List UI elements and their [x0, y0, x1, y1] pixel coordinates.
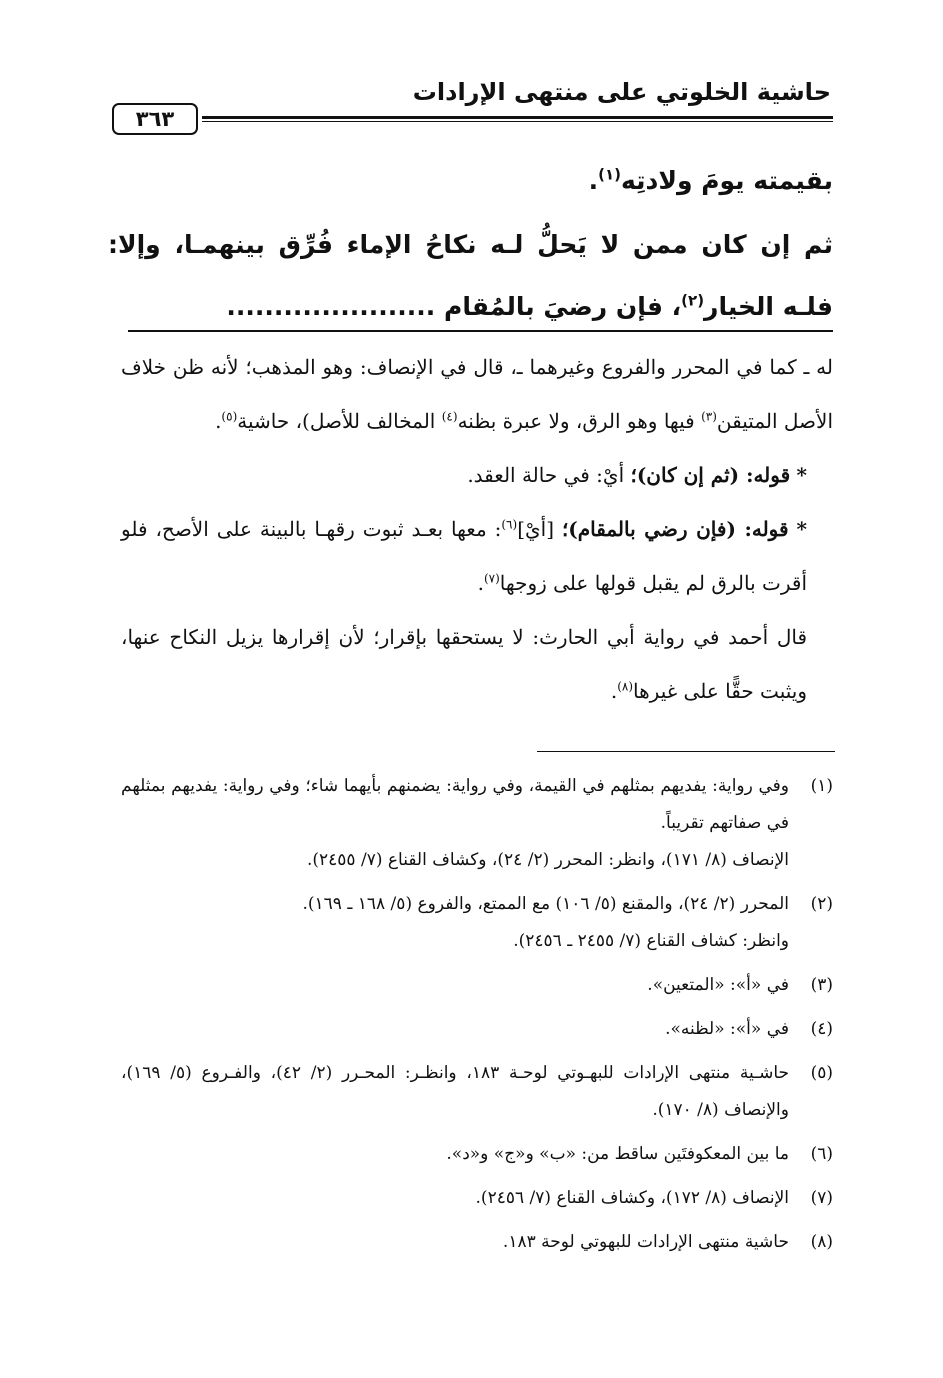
- footnote-body: [121, 1055, 789, 1129]
- commentary-para-3: [121, 502, 833, 610]
- commentary-para-1: [121, 340, 833, 448]
- commentary-para-4: [121, 610, 833, 718]
- footnote-ref-8[interactable]: (٨): [617, 679, 634, 694]
- footnote-body: [121, 967, 789, 1004]
- footnote: [121, 768, 833, 879]
- footnote-number: (٥): [810, 1063, 833, 1083]
- main-text-separator: [128, 330, 833, 332]
- commentary-para-3-b: : معها بعـد ثبوت رقهـا بالبينة على الأصح، فلو أقرت بالرق لم يقبل قولها على زوجها: [121, 517, 807, 595]
- footnote-ref-7[interactable]: (٧): [483, 571, 500, 586]
- commentary: [121, 340, 833, 718]
- main-text: [108, 150, 833, 338]
- page-number: ٣٦٣: [112, 103, 198, 135]
- footnote-line: في «أ»: «المتعين».: [647, 975, 789, 995]
- footnote-line: الإنصاف (٨/ ١٧٢)، وكشاف القناع (٧/ ٢٤٥٦).: [475, 1188, 789, 1208]
- footnote-body: [121, 886, 789, 960]
- commentary-para-4-b: .: [610, 679, 618, 703]
- main-text-line-1: [108, 150, 833, 212]
- lemma: قوله: (فإن رضي بالمقام)؛: [561, 517, 789, 541]
- footnote-body: [121, 1011, 789, 1048]
- footnote-ref-3[interactable]: (٣): [701, 409, 717, 424]
- footnote-number: (٤): [810, 1019, 833, 1039]
- commentary-para-3-a: [أيْ]: [517, 517, 562, 541]
- footnotes: [121, 768, 833, 1268]
- footnote-number: (١): [810, 776, 833, 796]
- commentary-para-1-a: له ـ كما في المحرر والفروع وغيرهما ـ، قال في الإنصاف: وهو المذهب؛ لأنه ظن خلاف الأصل المتيقن: [121, 355, 834, 433]
- star-marker: *: [796, 517, 807, 541]
- footnote: [121, 1224, 833, 1261]
- footnote-number: (٧): [810, 1188, 833, 1208]
- footnote-line: ما بين المعكوفتَين ساقط من: «ب» و«ج» و«د».: [446, 1144, 789, 1164]
- continuation-dots: ......................: [226, 292, 436, 321]
- header-rule-thin: [202, 121, 833, 122]
- footnote-line: حاشية منتهى الإرادات للبهوتي لوحة ١٨٣.: [502, 1232, 789, 1252]
- commentary-para-1-d: .: [215, 409, 222, 433]
- footnote-body: [121, 1224, 789, 1261]
- header-rule-thick: [202, 116, 833, 119]
- footnote-line: وفي رواية: يفديهم بمثلهم في القيمة، وفي رواية: يضمنهم بأيهما شاء؛ وفي رواية: يفديهم بمثلهم في صفاتهم تقريباً.: [121, 776, 789, 833]
- running-title: حاشية الخلوتي على منتهى الإرادات: [412, 78, 831, 106]
- main-text-para-2: [108, 214, 833, 338]
- commentary-para-2-body: أيْ: في حالة العقد.: [467, 463, 631, 487]
- main-text-line-1-body: بقيمته يومَ ولادتِه: [620, 166, 833, 195]
- commentary-para-2: [121, 448, 833, 502]
- footnote-body: [121, 1180, 789, 1217]
- footnote: [121, 886, 833, 960]
- main-text-line-1-end: .: [588, 166, 599, 195]
- footnote-line: الإنصاف (٨/ ١٧١)، وانظر: المحرر (٢/ ٢٤)، وكشاف القناع (٧/ ٢٤٥٥).: [306, 850, 789, 870]
- commentary-para-4-a: قال أحمد في رواية أبي الحارث: لا يستحقها بإقرار؛ لأن إقرارها يزيل النكاح عنها، ويثبت حقًّا على غيرها: [121, 625, 808, 703]
- footnote-number: (٨): [810, 1232, 833, 1252]
- commentary-para-3-c: .: [477, 571, 484, 595]
- commentary-para-1-b: فيها وهو الرق، ولا عبرة بظنه: [457, 409, 702, 433]
- header-rule: [202, 116, 833, 123]
- footnote: [121, 1011, 833, 1048]
- footnote-line: المحرر (٢/ ٢٤)، والمقنع (٥/ ١٠٦) مع الممتع، والفروع (٥/ ١٦٨ ـ ١٦٩).: [302, 894, 789, 914]
- footnote-ref-4[interactable]: (٤): [441, 409, 458, 424]
- footnote-line: حاشـية منتهى الإرادات للبهـوتي لوحـة ١٨٣، وانظـر: المحـرر (٢/ ٤٢)، والفـروع (٥/ ١٦٩)، والإنصاف (٨/ ١٧٠).: [121, 1063, 790, 1120]
- footnote-ref-1[interactable]: (١): [598, 165, 621, 184]
- footnote: [121, 967, 833, 1004]
- footnote-body: [121, 768, 789, 879]
- footnote-line: وانظر: كشاف القناع (٧/ ٢٤٥٥ ـ ٢٤٥٦).: [513, 931, 789, 951]
- footnote-ref-6[interactable]: (٦): [501, 517, 518, 532]
- footnote-ref-2[interactable]: (٢): [681, 291, 705, 310]
- main-text-para-2-a: ثم إن كان ممن لا يَحلُّ لـه نكاحُ الإماء فُرِّق بينهمـا، وإلا: فلـه الخيار: [108, 230, 833, 321]
- footnote: [121, 1136, 833, 1173]
- main-text-para-2-b: ، فإن رضيَ بالمُقام: [444, 292, 682, 321]
- footnote-separator: [537, 751, 835, 752]
- footnote-number: (٢): [810, 894, 833, 914]
- footnote-number: (٣): [810, 975, 833, 995]
- footnote-number: (٦): [810, 1144, 833, 1164]
- footnote-ref-5[interactable]: (٥): [221, 409, 238, 424]
- footnote: [121, 1055, 833, 1129]
- footnote-line: في «أ»: «لظنه».: [665, 1019, 789, 1039]
- commentary-para-1-c: المخالف للأصل)، حاشية: [237, 409, 442, 433]
- lemma: قوله: (ثم إن كان)؛: [630, 463, 791, 487]
- footnote-body: [121, 1136, 789, 1173]
- footnote: [121, 1180, 833, 1217]
- star-marker: *: [796, 463, 807, 487]
